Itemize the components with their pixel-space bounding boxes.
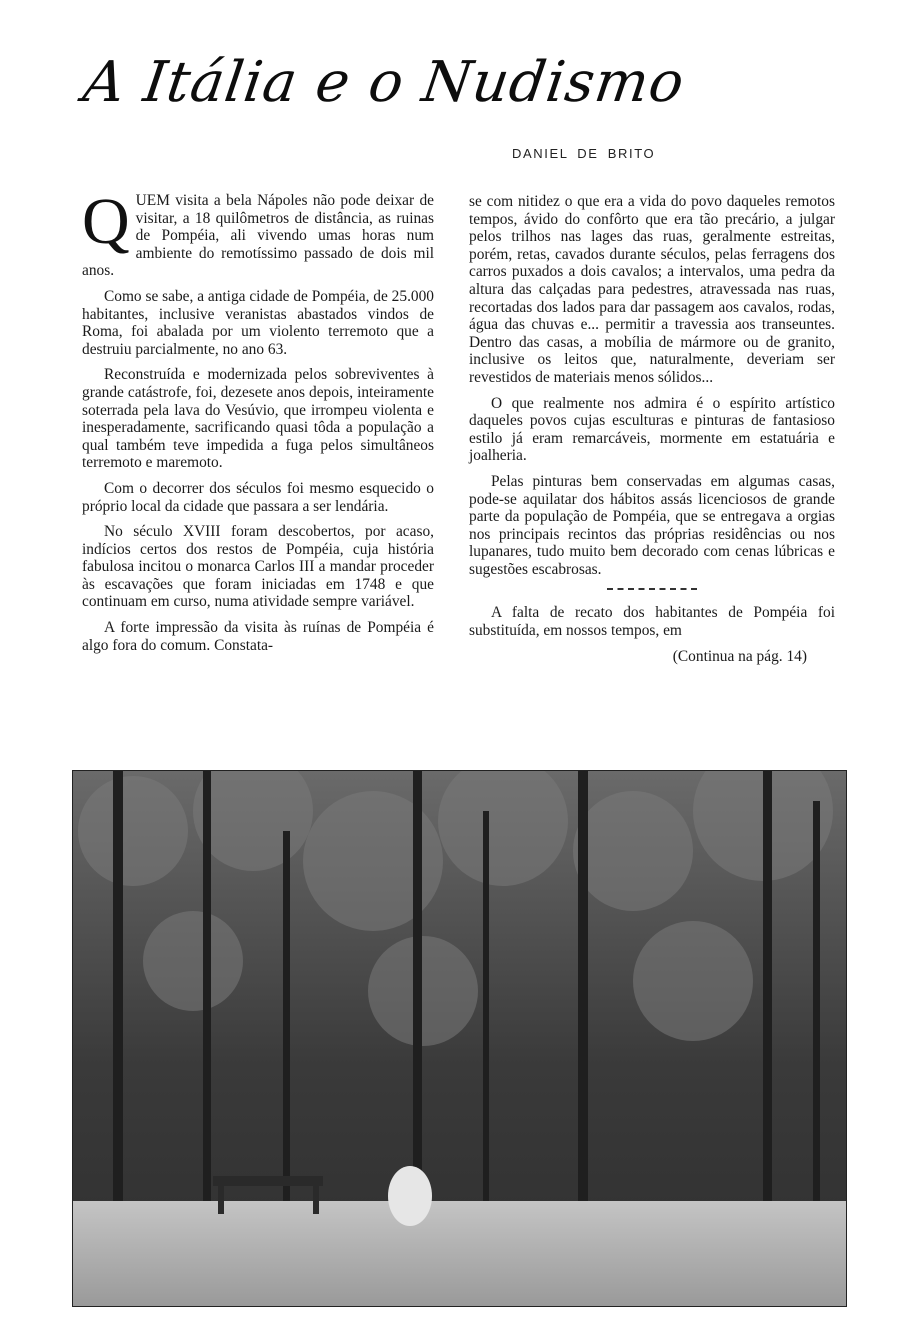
paragraph: A falta de recato dos habitantes de Pompéia foi substituída, em nossos tempos, em: [469, 604, 835, 640]
paragraph-text: UEM visita a bela Nápoles não pode deixar de visitar, a 18 quilômetros de distância, as ruinas de Pompéia, ali vivendo umas horas num ambiente do remotíssimo passado de dois mil anos.: [82, 192, 434, 280]
paragraph: [82, 185, 434, 280]
author-byline: DANIEL DE BRITO: [512, 146, 656, 161]
paragraph: Como se sabe, a antiga cidade de Pompéia, de 25.000 habitantes, inclusive veranistas abastados vindos de Roma, foi abalada por um violento terremoto que a destruiu parcialmente, no ano 63.: [82, 287, 434, 358]
paragraph: Com o decorrer dos séculos foi mesmo esquecido o próprio local da cidade que passara a ser lendária.: [82, 479, 434, 515]
photo-placeholder: [73, 771, 846, 1306]
drop-cap: Q: [82, 185, 130, 258]
article-column-left: [82, 185, 434, 662]
paragraph: se com nitidez o que era a vida do povo daqueles remotos tempos, ávido do confôrto que era tão precário, a julgar pelos trilhos nas lages das ruas, geralmente estreitas, porém, retas, cavados durante séculos, pelas ferragens dos carros puxados a dois cavalos; a intervalos, uma pedra da altura das calçadas para pedestres, atravessada nas ruas, recortadas dos lados para dar passagem aos cavalos, rodas, água das chuvas e... permitir a travessia aos transeuntes. Dentro das casas, a mobília de mármore ou de granito, inclusive os leitos que, naturalmente, deveriam ser revestidos de materiais menos sólidos...: [469, 193, 835, 386]
paragraph: No século XVIII foram descobertos, por acaso, indícios certos dos restos de Pompéia, cuja história fabulosa incitou o monarca Carlos III a mandar proceder às escavações que foram iniciadas em 1748 e que continuam em curso, numa atividade sempre variável.: [82, 523, 434, 611]
article-photo: [72, 770, 847, 1307]
paragraph: Reconstruída e modernizada pelos sobreviventes à grande catástrofe, foi, dezesete anos depois, inteiramente soterrada pela lava do Vesúvio, que irrompeu violenta e inesperadamente, sacrificando quasi tôda a população a qual também teve impedida a fuga pelos simultâneos terremoto e maremoto.: [82, 366, 434, 472]
ground: [73, 1201, 846, 1306]
paragraph: O que realmente nos admira é o espírito artístico daqueles povos cujas esculturas e pinturas de fantasioso estilo já eram remarcáveis, mormente em estatuária e joalheria.: [469, 394, 835, 465]
continued-note: (Continua na pág. 14): [672, 647, 807, 665]
ball: [388, 1166, 432, 1226]
section-separator: [607, 588, 697, 590]
paragraph: A forte impressão da visita às ruínas de Pompéia é algo fora do comum. Constata-: [82, 619, 434, 654]
article-column-right: [469, 193, 835, 665]
paragraph: Pelas pinturas bem conservadas em algumas casas, pode-se aquilatar dos hábitos assás licenciosos de grande parte da população de Pompéia, que se entregava a orgias nos principais recintos das próprias residências ou nos lupanares, tudo muito bem decorado com cenas lúbricas e sugestões escabrosas.: [469, 472, 835, 578]
article-title: A Itália e o Nudismo: [79, 50, 689, 115]
